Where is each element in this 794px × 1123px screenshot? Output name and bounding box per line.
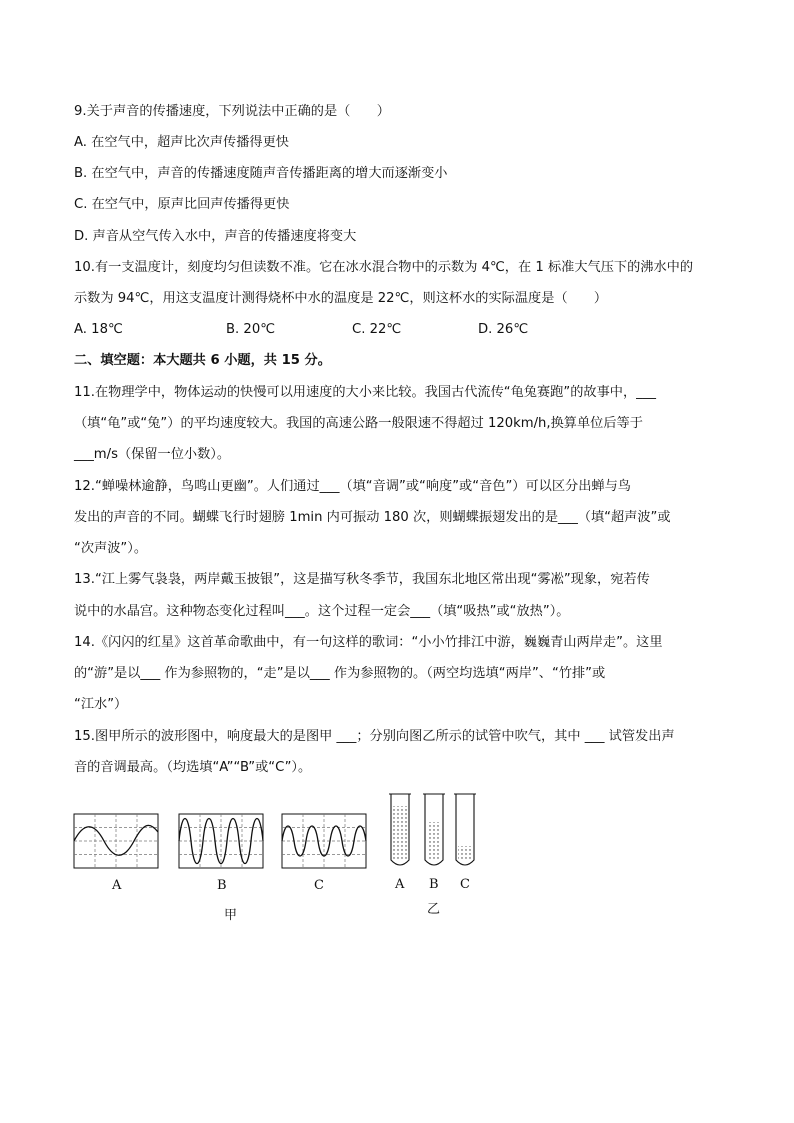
q14-line2: 的“游”是以___ 作为参照物的，“走”是以___ 作为参照物的。（两空均选填“两岸”、“竹排”或 xyxy=(74,666,606,681)
q11-line2: （填“龟”或“兔”）的平均速度较大。我国的高速公路一般限速不得超过 120km/h,换算单位后等于 xyxy=(74,416,643,431)
q9-option-d: D. 声音从空气传入水中，声音的传播速度将变大 xyxy=(74,229,357,244)
q10-option-a: A. 18℃ xyxy=(74,322,123,337)
q13-line1: 13.“江上雾气袅袅，两岸戴玉披银”，这是描写秋冬季节，我国东北地区常出现“雾凇”现象，宛若传 xyxy=(74,572,650,587)
q14-line1: 14.《闪闪的红星》这首革命歌曲中，有一句这样的歌词：“小小竹排江中游，巍巍青山两岸走”。这里 xyxy=(74,635,663,650)
q9-option-b: B. 在空气中，声音的传播速度随声音传播距离的增大而逐渐变小 xyxy=(74,166,448,181)
q11-line1: 11.在物理学中，物体运动的快慢可以用速度的大小来比较。我国古代流传“龟兔赛跑”的故事中，___ xyxy=(74,385,656,400)
q14-line3: “江水”） xyxy=(74,697,128,712)
q15-line1: 15.图甲所示的波形图中，响度最大的是图甲 ___；分别向图乙所示的试管中吹气，其中 ___ 试管发出声 xyxy=(74,729,675,744)
waveform-a-label: A xyxy=(112,878,122,893)
q12-line2: 发出的声音的不同。蝴蝶飞行时翅膀 1min 内可振动 180 次，则蝴蝶振翅发出的是___（填“超声波”或 xyxy=(74,510,671,525)
q12-line1: 12.“蝉噪林逾静，鸟鸣山更幽”。人们通过___（填“音调”或“响度”或“音色”）可以区分出蝉与鸟 xyxy=(74,479,631,494)
q10-option-c: C. 22℃ xyxy=(352,322,402,337)
test-tube-c-label: C xyxy=(460,877,470,892)
q10-stem-line2: 示数为 94℃，用这支温度计测得烧杯中水的温度是 22℃，则这杯水的实际温度是（ ） xyxy=(74,291,608,306)
q12-line3: “次声波”）。 xyxy=(74,541,148,556)
waveform-c-label: C xyxy=(314,878,324,893)
q11-line3: ___m/s（保留一位小数）。 xyxy=(74,447,231,462)
q13-line2: 说中的水晶宫。这种物态变化过程叫___。这个过程一定会___（填“吸热”或“放热”）。 xyxy=(74,604,570,619)
q10-stem-line1: 10.有一支温度计，刻度均匀但读数不准。它在冰水混合物中的示数为 4℃，在 1 标准大气压下的沸水中的 xyxy=(74,260,694,275)
test-tube-a-label: A xyxy=(395,877,405,892)
test-tube-a xyxy=(389,794,411,865)
waveform-a xyxy=(74,814,158,868)
q10-option-d: D. 26℃ xyxy=(478,322,529,337)
q9-stem: 9.关于声音的传播速度，下列说法中正确的是（ ） xyxy=(74,104,390,119)
waveform-c xyxy=(282,814,366,868)
figure-yi-caption: 乙 xyxy=(427,902,441,917)
q10-option-b: B. 20℃ xyxy=(226,322,276,337)
test-tube-b-label: B xyxy=(429,877,439,892)
waveform-b-label: B xyxy=(217,878,227,893)
test-tube-b xyxy=(423,794,445,865)
waveform-b xyxy=(179,814,263,868)
section-heading: 二、填空题：本大题共 6 小题，共 15 分。 xyxy=(74,353,331,368)
test-tube-c xyxy=(454,794,476,865)
q15-line2: 音的音调最高。（均选填“A”“B”或“C”）。 xyxy=(74,760,312,775)
q9-option-a: A. 在空气中，超声比次声传播得更快 xyxy=(74,135,289,150)
figure-jia-caption: 甲 xyxy=(224,908,238,923)
q9-option-c: C. 在空气中，原声比回声传播得更快 xyxy=(74,197,290,212)
